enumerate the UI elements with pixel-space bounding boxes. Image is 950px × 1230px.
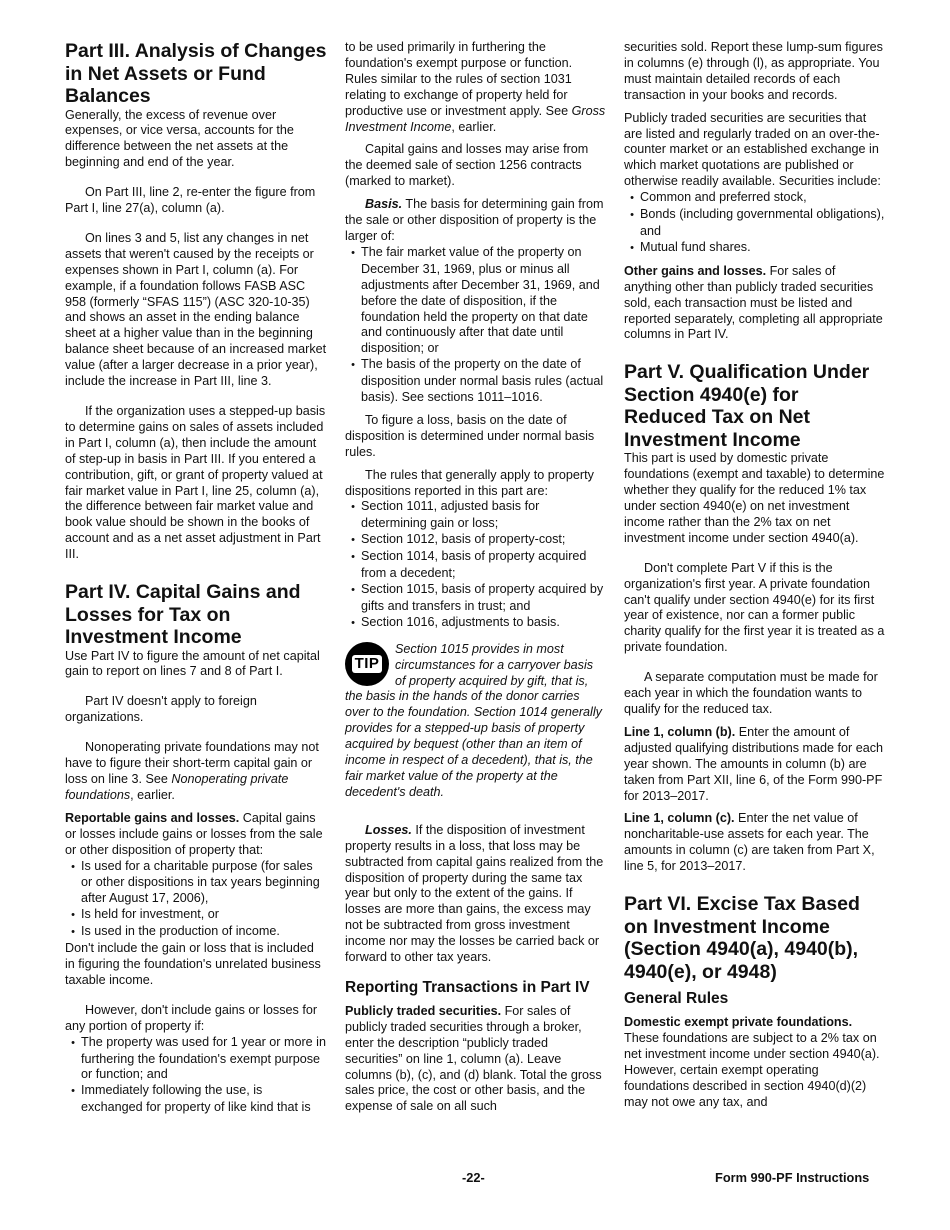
bullet-item: • Is held for investment, or (65, 907, 327, 924)
bullet-item: • Is used in the production of income. (65, 924, 327, 941)
paragraph: Losses. If the disposition of investment property results in a loss, that loss may be subtracted from capital gains realized from the disposition of property during the same tax year but only to the extent of the gains. If losses are more than gains, the excess may not be subtracted from gross investment income nor may the losses be carried back or forward to other tax years. (345, 822, 604, 965)
paragraph: Reportable gains and losses. Capital gains or losses include gains or losses from the sale or other disposition of property that: (65, 810, 323, 857)
paragraph: Don't complete Part V if this is the organization's first year. A private foundation can't qualify under section 4940(e) for its first year of existence, nor can a former public charity qualify for the first year it is treated as a private foundation. (624, 560, 885, 655)
bullet-item: • Common and preferred stock, (624, 190, 886, 207)
paragraph: Domestic exempt private foundations. These foundations are subject to a 2% tax on net investment income under section 4940(a). However, certain exempt operating foundations described in section 4940(d)(2) may not owe any tax, and (624, 1015, 880, 1109)
paragraph: Basis. The basis for determining gain from the sale or other disposition of property is the larger of: (345, 197, 604, 243)
bullet-item: • The basis of the property on the date of disposition under normal basis rules (actual basis). See sections 1011–1016. (345, 357, 607, 406)
heading-reporting-transactions: Reporting Transactions in Part IV (345, 978, 590, 996)
paragraph: Publicly traded securities. For sales of publicly traded securities through a broker, enter the description “publicly traded securities” on line 1, column (a). Leave columns (b), (c), and (d) blank. Total the gross sales price, the cost or other basis, and the expense of sale on all such (345, 1003, 602, 1114)
paragraph: Use Part IV to figure the amount of net capital gain to report on lines 7 and 8 of Part I. (65, 648, 320, 679)
paragraph: A separate computation must be made for each year in which the foundation wants to qualify for the reduced tax. (624, 670, 878, 716)
heading-part-iv: Part IV. Capital Gains and Losses for Tax on Investment Income (65, 581, 301, 649)
bullet-item: • Mutual fund shares. (624, 240, 886, 257)
heading-general-rules: General Rules (624, 990, 729, 1008)
paragraph: to be used primarily in furthering the foundation's exempt purpose or function. Rules similar to the rules of section 1031 relating to exchange of property held for productive use or investment apply. See Gross Investment Income, earlier. (345, 40, 606, 134)
run-in-heading: Line 1, column (c). (624, 811, 735, 826)
run-in-heading: Losses. (365, 822, 412, 837)
paragraph: Publicly traded securities are securities that are listed and regularly traded on an over-the-counter market or an established exchange in which market quotations are published or otherwise readily available. Securities include: (624, 110, 881, 189)
paragraph: Nonoperating private foundations may not have to figure their short-term capital gain or loss on line 3. See Nonoperating private foundations, earlier. (65, 740, 319, 802)
run-in-heading: Reportable gains and losses. (65, 810, 240, 825)
bullet-item: • The property was used for 1 year or more in furthering the foundation's exempt purpose or function; and (65, 1035, 327, 1084)
bullet-item: • Section 1012, basis of property-cost; (345, 532, 607, 549)
page-number: -22- (462, 1170, 485, 1185)
paragraph: Generally, the excess of revenue over expenses, or vice versa, accounts for the difference between the net assets at the beginning and end of the year. (65, 107, 294, 170)
bullet-item: • Bonds (including governmental obligations), and (624, 207, 886, 240)
paragraph: Don't include the gain or loss that is included in figuring the foundation's unrelated business taxable income. (65, 941, 321, 987)
bullet-item: • Section 1014, basis of property acquired from a decedent; (345, 549, 607, 582)
paragraph: Line 1, column (c). Enter the net value of noncharitable-use assets for each year. The amounts in column (c) are taken from Part X, line 5, for 2013–2017. (624, 811, 875, 874)
tip-text: Section 1015 provides in most circumstances for a carryover basis of property acquired by gift, that is, the basis in the hands of the donor carries over to the foundation. Section 1014 generally provides for a stepped-up basis of property acquired by bequest (other than an item of income in respect of a decedent), that is, the fair market value of the property at the decedent's death. (345, 641, 602, 799)
paragraph: securities sold. Report these lump-sum figures in columns (e) through (l), as appropriate. You must maintain detailed records of each transaction in your books and records. (624, 40, 883, 102)
run-in-heading: Domestic exempt private foundations. (624, 1015, 853, 1030)
paragraph: This part is used by domestic private foundations (exempt and taxable) to determine whether they qualify for the reduced 1% tax under section 4940(e) on net investment income rather than the 2% tax on net investment income under section 4940(a). (624, 451, 885, 545)
paragraph: The rules that generally apply to property dispositions reported in this part are: (345, 467, 594, 498)
paragraph: On lines 3 and 5, list any changes in net assets that weren't caused by the receipts or expenses shown in Part I, column (a). For example, if a foundation follows FASB ASC 958 (formerly “SFAS 115”) (ASC 320-10-35) and shows an asset in the ending balance sheet at a higher value than in the beginning balance sheet because of an increased market value (after a larger decrease in a prior year), include the increase in Part III, line 3. (65, 230, 327, 389)
bullet-item: • Section 1016, adjustments to basis. (345, 615, 607, 632)
form-name: Form 990-PF Instructions (715, 1170, 870, 1185)
run-in-heading: Publicly traded securities. (345, 1003, 502, 1018)
run-in-heading: Basis. (365, 197, 403, 212)
heading-part-vi: Part VI. Excise Tax Based on Investment Income (Section 4940(a), 4940(b), 4940(e), or 4948) (624, 893, 860, 983)
bullet-item: • The fair market value of the property on December 31, 1969, plus or minus all adjustments after December 31, 1969, and before the date of disposition, if the foundation held the property on that date and continuously after that date until disposition; or (345, 245, 607, 357)
tip-icon: TIP (345, 642, 389, 686)
bullet-item: • Immediately following the use, is exchanged for property of like kind that is (65, 1083, 327, 1116)
paragraph: Other gains and losses. For sales of anything other than publicly traded securities sold, each transaction must be listed and reported separately, completing all appropriate columns in Part IV. (624, 263, 883, 342)
paragraph: Capital gains and losses may arise from the deemed sale of section 1256 contracts (marked to market). (345, 142, 589, 189)
paragraph: However, don't include gains or losses for any portion of property if: (65, 1002, 318, 1033)
paragraph: To figure a loss, basis on the date of disposition is determined under normal basis rules. (345, 412, 595, 459)
heading-part-v: Part V. Qualification Under Section 4940(e) for Reduced Tax on Net Investment Income (624, 361, 870, 451)
paragraph: Line 1, column (b). Enter the amount of adjusted qualifying distributions made for each year shown. The amounts in column (b) are taken from Part XII, line 6, of the Form 990-PF for 2013–2017. (624, 724, 884, 803)
column-3 (624, 40, 886, 1111)
heading-part-iii: Part III. Analysis of Changes in Net Assets or Fund Balances (65, 40, 327, 107)
tip-box (345, 642, 607, 801)
bullet-item: • Section 1011, adjusted basis for determining gain or loss; (345, 499, 607, 532)
paragraph: Part IV doesn't apply to foreign organizations. (65, 694, 257, 725)
run-in-heading: Line 1, column (b). (624, 724, 736, 739)
paragraph: On Part III, line 2, re-enter the figure from Part I, line 27(a), column (a). (65, 185, 316, 216)
paragraph: If the organization uses a stepped-up basis to determine gains on sales of assets included in Part I, column (a), then include the amount of step-up in basis in Part III. If you entered a contribution, gift, or grant of property valued at fair market value in Part I, line 25, column (a), the difference between fair market value and book value should be shown in the books of account and as a net asset adjustment in Part III. (65, 404, 326, 562)
run-in-heading: Other gains and losses. (624, 263, 767, 278)
column-2 (345, 40, 607, 1115)
column-1 (65, 40, 327, 1116)
bullet-item: • Section 1015, basis of property acquired by gifts and transfers in trust; and (345, 582, 607, 615)
bullet-item: • Is used for a charitable purpose (for sales or other dispositions in tax years beginning after August 17, 2006), (65, 859, 327, 908)
